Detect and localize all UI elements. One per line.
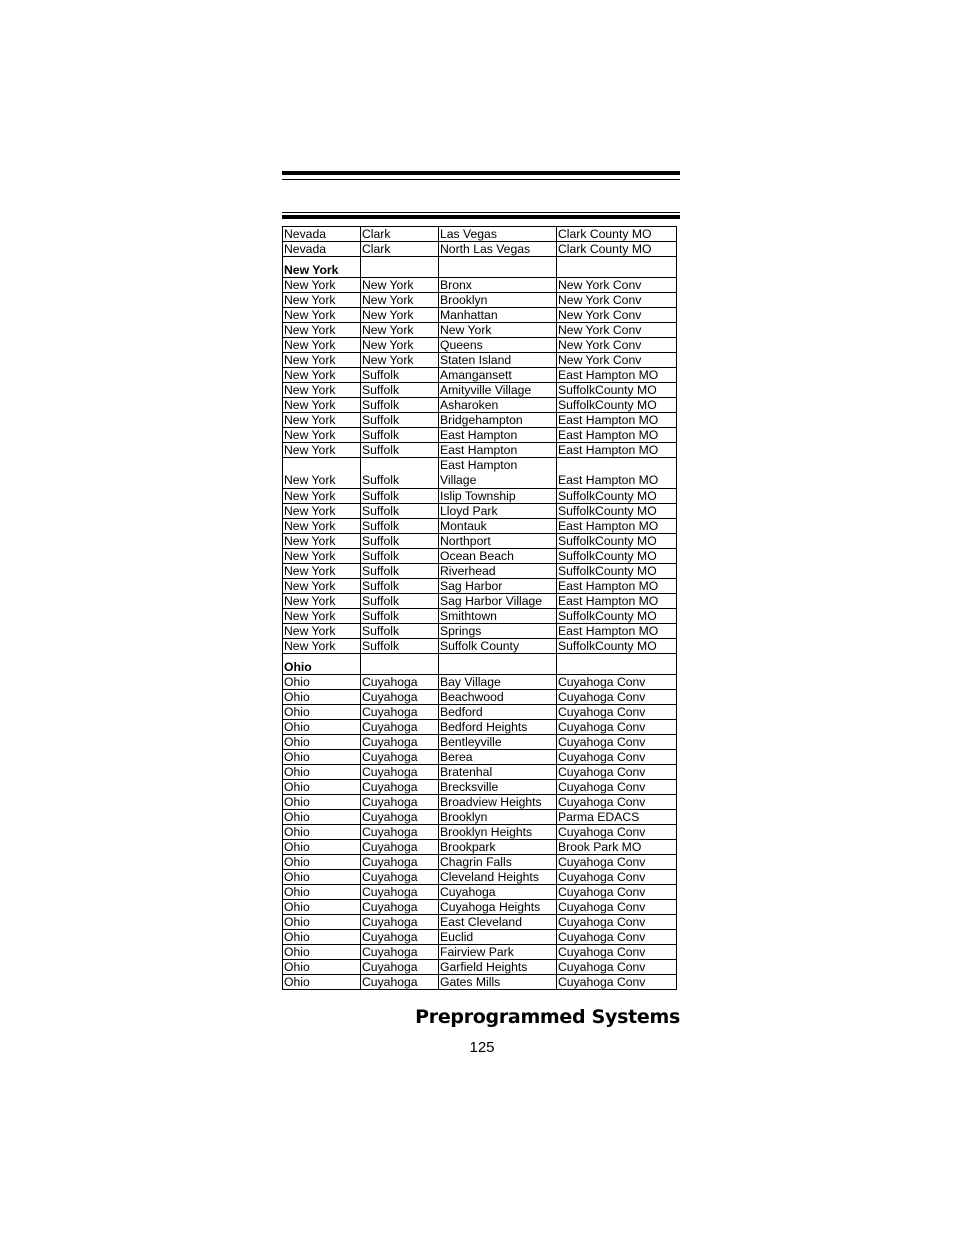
state-cell: Ohio: [283, 945, 361, 960]
city-cell: North Las Vegas: [439, 242, 557, 257]
state-cell: Ohio: [283, 690, 361, 705]
table-row: [283, 960, 677, 975]
county-cell: Suffolk: [361, 504, 439, 519]
city-cell: Cuyahoga Heights: [439, 900, 557, 915]
state-cell: New York: [283, 323, 361, 338]
city-cell: Bridgehampton: [439, 413, 557, 428]
system-cell: East Hampton MO: [557, 368, 677, 383]
preprogrammed-systems-table: [282, 226, 677, 990]
state-cell: Ohio: [283, 810, 361, 825]
city-cell: Brooklyn: [439, 293, 557, 308]
county-cell: Cuyahoga: [361, 840, 439, 855]
system-cell: New York Conv: [557, 293, 677, 308]
state-cell: Ohio: [283, 780, 361, 795]
section-header-row: [283, 257, 677, 278]
city-cell: Las Vegas: [439, 227, 557, 242]
system-cell: Cuyahoga Conv: [557, 855, 677, 870]
state-cell: New York: [283, 594, 361, 609]
state-cell: New York: [283, 609, 361, 624]
city-cell: East Hampton: [439, 428, 557, 443]
state-cell: Ohio: [283, 795, 361, 810]
county-cell: Cuyahoga: [361, 960, 439, 975]
system-cell: Cuyahoga Conv: [557, 690, 677, 705]
county-cell: Suffolk: [361, 564, 439, 579]
system-cell: SuffolkCounty MO: [557, 504, 677, 519]
city-cell: New York: [439, 323, 557, 338]
table-row: [283, 765, 677, 780]
table-row: [283, 675, 677, 690]
city-cell: Bentleyville: [439, 735, 557, 750]
state-cell: Ohio: [283, 930, 361, 945]
county-cell: Cuyahoga: [361, 945, 439, 960]
county-cell: Suffolk: [361, 549, 439, 564]
system-cell: New York Conv: [557, 308, 677, 323]
table-row: [283, 705, 677, 720]
table-row: [283, 323, 677, 338]
system-cell: East Hampton MO: [557, 519, 677, 534]
table-top-rule-thick: [282, 212, 680, 213]
county-cell: Cuyahoga: [361, 900, 439, 915]
city-cell: Gates Mills: [439, 975, 557, 990]
table-row: [283, 443, 677, 458]
city-cell: East Hampton: [439, 443, 557, 458]
table-row: [283, 810, 677, 825]
state-cell: Ohio: [283, 885, 361, 900]
system-cell: East Hampton MO: [557, 594, 677, 609]
system-cell: SuffolkCounty MO: [557, 609, 677, 624]
table-row: [283, 564, 677, 579]
city-cell: Suffolk County: [439, 639, 557, 654]
state-cell: New York: [283, 489, 361, 504]
empty-cell: [361, 257, 439, 278]
state-cell: Ohio: [283, 975, 361, 990]
system-cell: SuffolkCounty MO: [557, 534, 677, 549]
county-cell: Suffolk: [361, 519, 439, 534]
table-row: [283, 458, 677, 489]
system-cell: New York Conv: [557, 278, 677, 293]
city-cell: Brooklyn Heights: [439, 825, 557, 840]
section-header-row: [283, 654, 677, 675]
system-cell: SuffolkCounty MO: [557, 549, 677, 564]
system-cell: East Hampton MO: [557, 579, 677, 594]
city-cell: Beachwood: [439, 690, 557, 705]
table-row: [283, 915, 677, 930]
county-cell: Cuyahoga: [361, 975, 439, 990]
city-cell: Bay Village: [439, 675, 557, 690]
state-cell: Ohio: [283, 915, 361, 930]
state-cell: Nevada: [283, 227, 361, 242]
state-cell: New York: [283, 579, 361, 594]
county-cell: Cuyahoga: [361, 690, 439, 705]
state-cell: Ohio: [283, 720, 361, 735]
system-cell: New York Conv: [557, 353, 677, 368]
system-cell: Cuyahoga Conv: [557, 975, 677, 990]
state-cell: New York: [283, 428, 361, 443]
table-row: [283, 750, 677, 765]
system-cell: Cuyahoga Conv: [557, 795, 677, 810]
county-cell: Cuyahoga: [361, 675, 439, 690]
system-cell: SuffolkCounty MO: [557, 639, 677, 654]
empty-cell: [439, 257, 557, 278]
state-cell: Ohio: [283, 705, 361, 720]
table-row: [283, 549, 677, 564]
city-cell: Lloyd Park: [439, 504, 557, 519]
table-row: [283, 900, 677, 915]
top-rule-thin: [282, 179, 680, 180]
table-row: [283, 293, 677, 308]
table-row: [283, 690, 677, 705]
state-cell: Ohio: [283, 765, 361, 780]
state-cell: Ohio: [283, 750, 361, 765]
county-cell: Suffolk: [361, 594, 439, 609]
system-cell: East Hampton MO: [557, 428, 677, 443]
county-cell: Clark: [361, 227, 439, 242]
table-row: [283, 975, 677, 990]
system-cell: Cuyahoga Conv: [557, 720, 677, 735]
county-cell: Suffolk: [361, 609, 439, 624]
county-cell: Clark: [361, 242, 439, 257]
table-row: [283, 735, 677, 750]
system-cell: Clark County MO: [557, 227, 677, 242]
county-cell: Cuyahoga: [361, 810, 439, 825]
county-cell: Suffolk: [361, 398, 439, 413]
county-cell: Cuyahoga: [361, 765, 439, 780]
table-row: [283, 795, 677, 810]
city-cell: Brecksville: [439, 780, 557, 795]
county-cell: Suffolk: [361, 489, 439, 504]
county-cell: Suffolk: [361, 458, 439, 489]
table-row: [283, 338, 677, 353]
empty-cell: [557, 654, 677, 675]
system-cell: Cuyahoga Conv: [557, 885, 677, 900]
system-cell: Cuyahoga Conv: [557, 735, 677, 750]
state-cell: New York: [283, 443, 361, 458]
state-cell: Nevada: [283, 242, 361, 257]
city-cell: Ocean Beach: [439, 549, 557, 564]
city-cell: Sag Harbor: [439, 579, 557, 594]
county-cell: Cuyahoga: [361, 915, 439, 930]
table-row: [283, 227, 677, 242]
city-cell: East Cleveland: [439, 915, 557, 930]
state-cell: New York: [283, 534, 361, 549]
city-cell: Amityville Village: [439, 383, 557, 398]
state-cell: New York: [283, 504, 361, 519]
county-cell: Cuyahoga: [361, 795, 439, 810]
city-cell: Queens: [439, 338, 557, 353]
table-row: [283, 428, 677, 443]
system-cell: East Hampton MO: [557, 624, 677, 639]
state-cell: New York: [283, 564, 361, 579]
state-cell: Ohio: [283, 840, 361, 855]
city-cell: Chagrin Falls: [439, 855, 557, 870]
state-cell: New York: [283, 624, 361, 639]
table-row: [283, 624, 677, 639]
table-row: [283, 368, 677, 383]
state-cell: New York: [283, 338, 361, 353]
city-cell: Fairview Park: [439, 945, 557, 960]
system-cell: Clark County MO: [557, 242, 677, 257]
city-cell: Bronx: [439, 278, 557, 293]
city-cell: Asharoken: [439, 398, 557, 413]
state-cell: New York: [283, 519, 361, 534]
table-row: [283, 413, 677, 428]
system-cell: Parma EDACS: [557, 810, 677, 825]
state-cell: New York: [283, 293, 361, 308]
table-row: [283, 855, 677, 870]
city-cell: Springs: [439, 624, 557, 639]
table-row: [283, 353, 677, 368]
city-cell: Broadview Heights: [439, 795, 557, 810]
state-cell: Ohio: [283, 900, 361, 915]
county-cell: Suffolk: [361, 624, 439, 639]
table-row: [283, 870, 677, 885]
county-cell: Cuyahoga: [361, 855, 439, 870]
county-cell: Cuyahoga: [361, 720, 439, 735]
system-cell: SuffolkCounty MO: [557, 564, 677, 579]
system-cell: Cuyahoga Conv: [557, 825, 677, 840]
county-cell: Cuyahoga: [361, 870, 439, 885]
table-row: [283, 639, 677, 654]
table-row: [283, 519, 677, 534]
table-top-rule: [282, 215, 680, 219]
county-cell: New York: [361, 308, 439, 323]
empty-cell: [557, 257, 677, 278]
city-cell: Islip Township: [439, 489, 557, 504]
table-body: [283, 227, 677, 990]
table-row: [283, 594, 677, 609]
county-cell: Suffolk: [361, 443, 439, 458]
table-row: [283, 534, 677, 549]
system-cell: New York Conv: [557, 323, 677, 338]
city-cell: Manhattan: [439, 308, 557, 323]
county-cell: New York: [361, 278, 439, 293]
system-cell: SuffolkCounty MO: [557, 398, 677, 413]
county-cell: Suffolk: [361, 639, 439, 654]
state-cell: New York: [283, 398, 361, 413]
state-cell: New York: [283, 639, 361, 654]
table-row: [283, 383, 677, 398]
system-cell: Cuyahoga Conv: [557, 765, 677, 780]
system-cell: Cuyahoga Conv: [557, 705, 677, 720]
city-cell: Cuyahoga: [439, 885, 557, 900]
system-cell: Cuyahoga Conv: [557, 930, 677, 945]
county-cell: New York: [361, 338, 439, 353]
city-cell: Northport: [439, 534, 557, 549]
table-row: [283, 840, 677, 855]
state-cell: Ohio: [283, 675, 361, 690]
county-cell: Cuyahoga: [361, 930, 439, 945]
page-number: 125: [469, 1039, 495, 1056]
table-row: [283, 398, 677, 413]
state-cell: New York: [283, 368, 361, 383]
system-cell: East Hampton MO: [557, 443, 677, 458]
table-row: [283, 885, 677, 900]
system-cell: Cuyahoga Conv: [557, 675, 677, 690]
county-cell: New York: [361, 293, 439, 308]
table-row: [283, 930, 677, 945]
table-row: [283, 308, 677, 323]
system-cell: SuffolkCounty MO: [557, 489, 677, 504]
county-cell: Cuyahoga: [361, 750, 439, 765]
table-row: [283, 504, 677, 519]
state-cell: Ohio: [283, 960, 361, 975]
section-header-label: Ohio: [283, 654, 361, 675]
system-cell: New York Conv: [557, 338, 677, 353]
city-cell: Bratenhal: [439, 765, 557, 780]
city-cell: Euclid: [439, 930, 557, 945]
city-cell: Cleveland Heights: [439, 870, 557, 885]
empty-cell: [439, 654, 557, 675]
county-cell: Suffolk: [361, 534, 439, 549]
table-row: [283, 945, 677, 960]
section-header-label: New York: [283, 257, 361, 278]
county-cell: Suffolk: [361, 368, 439, 383]
city-cell: Bedford Heights: [439, 720, 557, 735]
city-cell: Brooklyn: [439, 810, 557, 825]
table-row: [283, 825, 677, 840]
table-row: [283, 579, 677, 594]
state-cell: Ohio: [283, 870, 361, 885]
top-rule-thick: [282, 171, 680, 175]
empty-cell: [361, 654, 439, 675]
county-cell: Cuyahoga: [361, 705, 439, 720]
system-cell: Cuyahoga Conv: [557, 900, 677, 915]
state-cell: Ohio: [283, 825, 361, 840]
state-cell: New York: [283, 278, 361, 293]
table-row: [283, 489, 677, 504]
system-cell: East Hampton MO: [557, 413, 677, 428]
system-cell: Brook Park MO: [557, 840, 677, 855]
table-row: [283, 242, 677, 257]
footer-title: Preprogrammed Systems: [415, 1006, 680, 1028]
table-row: [283, 278, 677, 293]
county-cell: Cuyahoga: [361, 735, 439, 750]
city-cell: Sag Harbor Village: [439, 594, 557, 609]
city-cell: Staten Island: [439, 353, 557, 368]
system-cell: Cuyahoga Conv: [557, 915, 677, 930]
state-cell: New York: [283, 383, 361, 398]
county-cell: Cuyahoga: [361, 825, 439, 840]
state-cell: New York: [283, 353, 361, 368]
system-cell: East Hampton MO: [557, 458, 677, 489]
state-cell: New York: [283, 308, 361, 323]
state-cell: Ohio: [283, 735, 361, 750]
county-cell: Cuyahoga: [361, 885, 439, 900]
county-cell: New York: [361, 353, 439, 368]
city-cell: Garfield Heights: [439, 960, 557, 975]
system-cell: Cuyahoga Conv: [557, 960, 677, 975]
city-cell: Riverhead: [439, 564, 557, 579]
city-cell: East Hampton Village: [439, 458, 557, 489]
system-cell: SuffolkCounty MO: [557, 383, 677, 398]
county-cell: Suffolk: [361, 383, 439, 398]
table-row: [283, 720, 677, 735]
county-cell: Suffolk: [361, 579, 439, 594]
state-cell: New York: [283, 413, 361, 428]
system-cell: Cuyahoga Conv: [557, 945, 677, 960]
table-row: [283, 780, 677, 795]
state-cell: Ohio: [283, 855, 361, 870]
county-cell: Suffolk: [361, 413, 439, 428]
county-cell: Cuyahoga: [361, 780, 439, 795]
city-cell: Berea: [439, 750, 557, 765]
system-cell: Cuyahoga Conv: [557, 870, 677, 885]
city-cell: Brookpark: [439, 840, 557, 855]
county-cell: Suffolk: [361, 428, 439, 443]
city-cell: Smithtown: [439, 609, 557, 624]
table-row: [283, 609, 677, 624]
county-cell: New York: [361, 323, 439, 338]
state-cell: New York: [283, 549, 361, 564]
system-cell: Cuyahoga Conv: [557, 780, 677, 795]
city-cell: Montauk: [439, 519, 557, 534]
state-cell: New York: [283, 458, 361, 489]
city-cell: Amangansett: [439, 368, 557, 383]
city-cell: Bedford: [439, 705, 557, 720]
system-cell: Cuyahoga Conv: [557, 750, 677, 765]
